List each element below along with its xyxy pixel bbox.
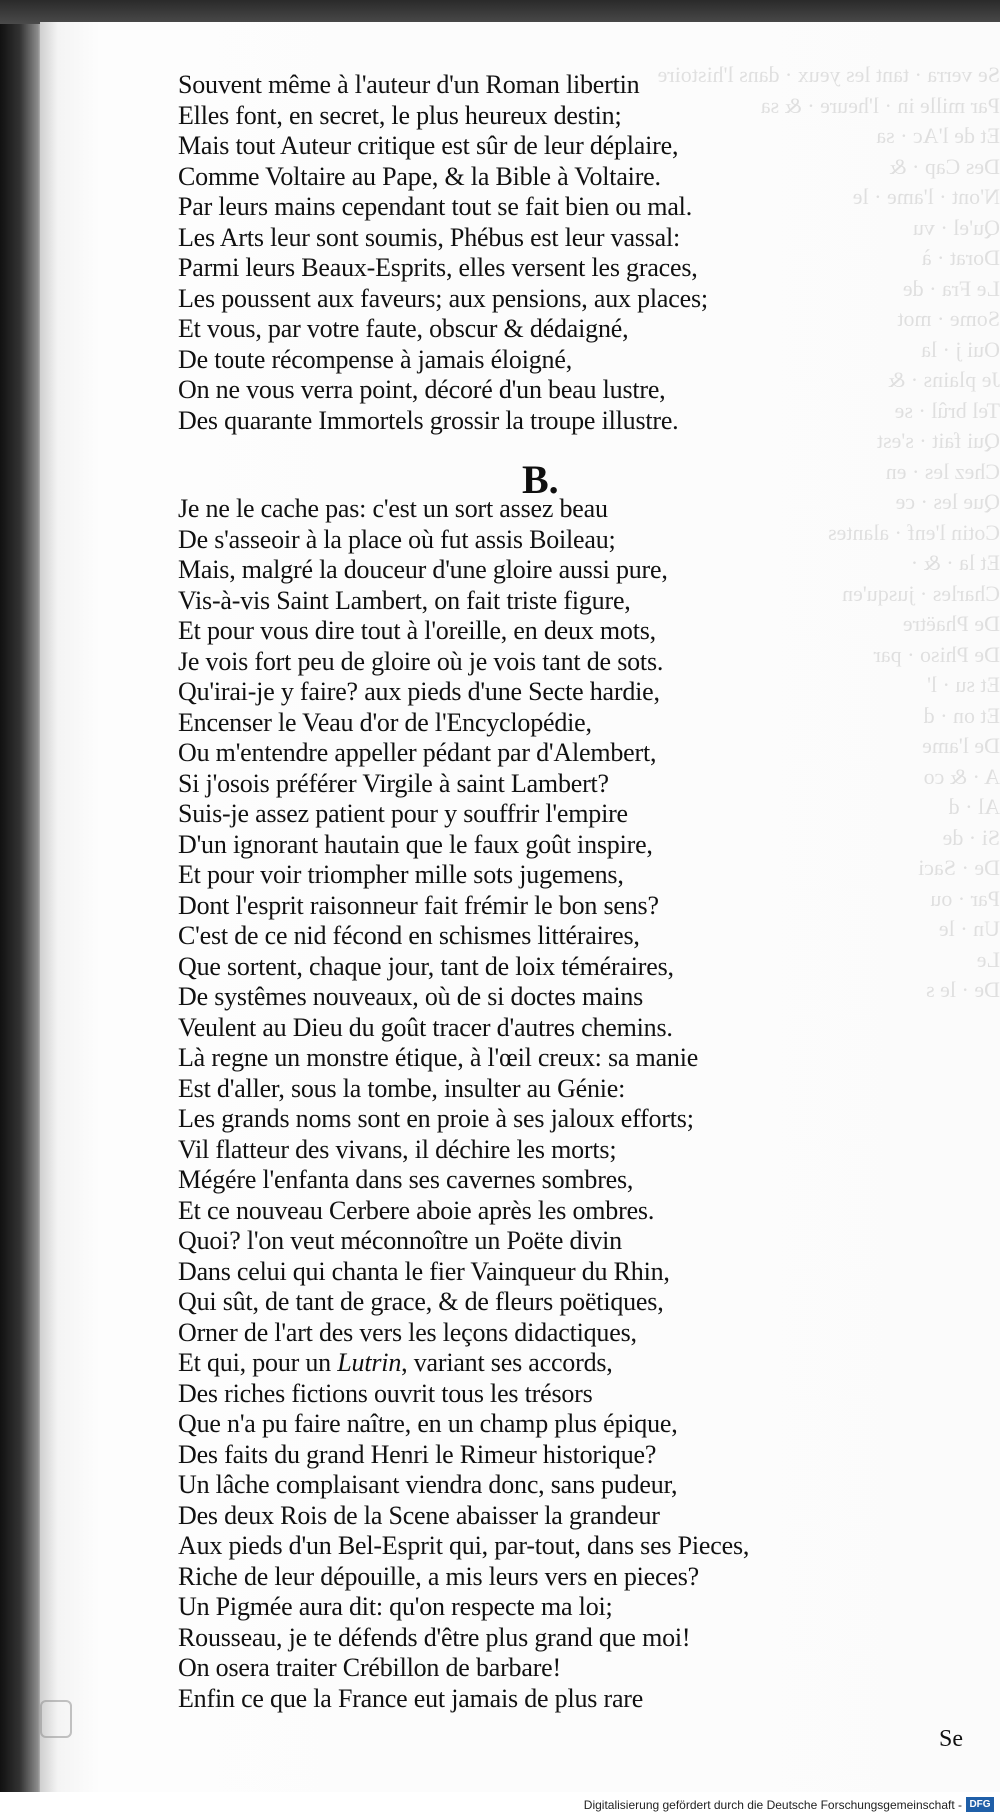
verse-line: Suis-je assez patient pour y souffrir l'empire [178,799,628,828]
verse-line: D'un ignorant hautain que le faux goût inspire, [178,829,653,859]
section-heading: B. [522,457,559,502]
verse-block-a [178,70,868,436]
verse-line: Et ce nouveau Cerbere aboie après les ombres. [178,1195,655,1225]
verse-line: Mais tout Auteur critique est sûr de leur déplaire, [178,131,679,160]
verse-line: Mais, malgré la douceur d'une gloire aussi pure, [178,555,668,584]
verse-line: Et pour vous dire tout à l'oreille, en deux mots, [178,616,656,645]
verse-line: Qui sût, de tant de grace, & de fleurs poëtiques, [178,1287,664,1316]
verse-line: Est d'aller, sous la tombe, insulter au Génie: [178,1073,626,1103]
verse-line: Les Arts leur sont soumis, Phébus est leur vassal: [178,222,681,252]
verse-line: Encenser le Veau d'or de l'Encyclopédie, [178,707,592,737]
margin-stamp-mark [40,1700,72,1738]
verse-line: Mégére l'enfanta dans ses cavernes sombres, [178,1165,634,1194]
verse-line: C'est de ce nid fécond en schismes littéraires, [178,921,640,950]
verse-line: Des faits du grand Henri le Rimeur historique? [178,1439,657,1469]
verse-line: De toute récompense à jamais éloigné, [178,344,573,374]
verse-line: Des deux Rois de la Scene abaisser la grandeur [178,1500,660,1530]
verse-line: Et pour voir triompher mille sots jugemens, [178,860,624,889]
verse-block-b [178,494,868,1714]
verse-line: Ou m'entendre appeller pédant par d'Alembert, [178,738,657,767]
verse-line: Quoi? l'on veut méconnoître un Poëte divin [178,1226,622,1255]
bleed-through-text: Se verra · tant les yeux Par mille in · l'heure · Et de l'Ac · sa Des Cap · & N'ont · l'ame · le Qu'el · vu Dorat · à Le Fra · de Some · mot Oui j · la Je plains · & Tel brûl · se Qui fait · s'est Chez les · en Que les · ce Cotin l'enf · alantes Et la · & · Charles · jusqu'en De Phaëtre De Phiso · par Et su · l' Et on · d De l'ame A · & co Al · d Si · de De · Saci Par · ou Un · le Le De · le s [797,62,1000,1002]
verse-line: Je ne le cache pas: c'est un sort assez beau [178,494,608,523]
verse-line: Enfin ce que la France eut jamais de plus rare [178,1683,644,1713]
verse-line: Parmi leurs Beaux-Esprits, elles versent les graces, [178,253,698,282]
verse-line: Dans celui qui chanta le fier Vainqueur du Rhin, [178,1256,670,1286]
scan-top-border [0,0,1000,24]
verse-line: Que n'a pu faire naître, en un champ plus épique, [178,1409,678,1438]
verse-line: Orner de l'art des vers les leçons didactiques, [178,1317,637,1347]
verse-line: Un Pigmée aura dit: qu'on respecte ma loi; [178,1592,613,1621]
verse-line: Vil flatteur des vivans, il déchire les morts; [178,1134,617,1164]
verse-line: On osera traiter Crébillon de barbare! [178,1653,561,1682]
verse-line: Des riches fictions ouvrit tous les trésors [178,1378,593,1408]
verse-line: Elles font, en secret, le plus heureux destin; [178,100,622,130]
verse-line: Aux pieds d'un Bel-Esprit qui, par-tout, dans ses Pieces, [178,1531,750,1560]
verse-line: Veulent au Dieu du goût tracer d'autres chemins. [178,1012,673,1042]
catchword: Se [939,1726,963,1752]
verse-line: Et vous, par votre faute, obscur & dédaigné, [178,314,629,343]
verse-line: On ne vous verra point, décoré d'un beau lustre, [178,375,666,404]
verse-line: Les grands noms sont en proie à ses jaloux efforts; [178,1104,694,1133]
verse-line: Dont l'esprit raisonneur fait frémir le bon sens? [178,890,659,920]
verse-line: Qu'irai-je y faire? aux pieds d'une Secte hardie, [178,677,660,706]
verse-line: Par leurs mains cependant tout se fait bien ou mal. [178,192,692,221]
verse-line: De systêmes nouveaux, où de si doctes mains [178,982,644,1011]
verse-line: Que sortent, chaque jour, tant de loix téméraires, [178,951,674,981]
verse-line: Des quarante Immortels grossir la troupe illustre. [178,405,679,435]
verse-line: Les poussent aux faveurs; aux pensions, aux places; [178,283,708,313]
dfg-logo: DFG [966,1797,994,1812]
verse-line: Et qui, pour un Lutrin, variant ses accords, [178,1348,613,1377]
verse-line: Je vois fort peu de gloire où je vois tant de sots. [178,646,664,676]
verse-line: De s'asseoir à la place où fut assis Boileau; [178,524,616,554]
verse-line: Un lâche complaisant viendra donc, sans pudeur, [178,1470,678,1499]
verse-line: Comme Voltaire au Pape, & la Bible à Voltaire. [178,161,661,191]
verse-line: Vis-à-vis Saint Lambert, on fait triste figure, [178,585,631,615]
verse-line: Là regne un monstre étique, à l'œil creux: sa manie [178,1043,699,1072]
verse-line: Riche de leur dépouille, a mis leurs vers en pieces? [178,1561,699,1591]
verse-line: Si j'osois préférer Virgile à saint Lambert? [178,768,609,798]
book-spine-shadow [0,24,42,1792]
footer-credit: Digitalisierung gefördert durch die Deutsche Forschungsgemeinschaft - [583,1798,962,1812]
verse-line: Souvent même à l'auteur d'un Roman libertin [178,70,640,99]
verse-line: Rousseau, je te défends d'être plus grand que moi! [178,1622,691,1652]
